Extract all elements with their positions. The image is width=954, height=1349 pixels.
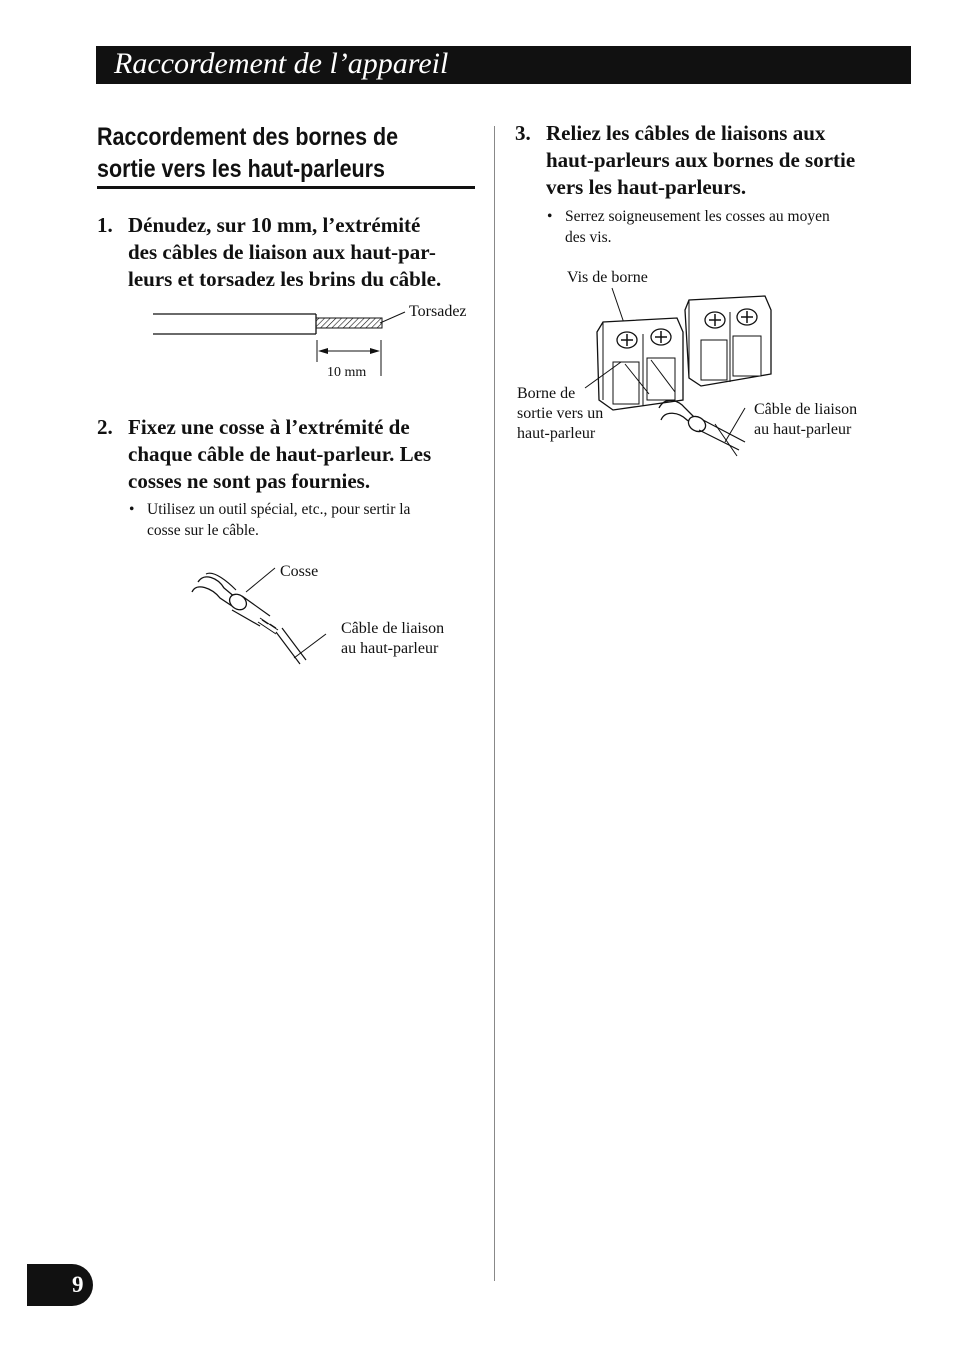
step-2-number: 2. [97,415,113,439]
cable-label-2-line-2: au haut-parleur [754,421,852,438]
page-header-title: Raccordement de l’appareil [114,47,449,80]
output-terminal-label [517,384,603,444]
step-3-bullet-line-1: Serrez soigneusement les cosses au moyen [565,208,830,225]
step-1-line-2: des câbles de liaison aux haut-par- [128,240,436,264]
cable-label-2-line-1: Câble de liaison [754,401,858,418]
step-3 [515,120,915,204]
page-number: 9 [72,1272,84,1297]
step-2-line-3: cosses ne sont pas fournies. [128,469,371,493]
bullet-symbol: • [547,208,553,225]
lug-label: Cosse [280,563,319,580]
step-3-number: 3. [515,121,531,145]
bullet-symbol: • [129,501,135,518]
step-2-bullet [129,499,489,543]
section-title-line-2: sortie vers les haut-parleurs [97,155,385,183]
twist-label: Torsadez [409,303,467,320]
step-1-number: 1. [97,213,113,237]
step-3-line-2: haut-parleurs aux bornes de sortie [546,148,856,172]
cable-label-2 [754,400,857,440]
step-1-text [128,212,441,293]
section-title [97,121,424,185]
cable-label-1-line-2: au haut-parleur [341,640,439,657]
strip-length-label: 10 mm [327,365,367,380]
step-3-bullet-line-2: des vis. [565,229,612,246]
output-terminal-label-line-3: haut-parleur [517,425,596,442]
column-divider [494,126,495,1281]
section-title-line-1: Raccordement des bornes de [97,123,399,151]
step-3-bullet [547,206,907,250]
terminal-screw-label: Vis de borne [567,269,648,286]
step-2 [97,414,487,498]
step-3-text [546,120,855,201]
section-title-underline [97,186,475,189]
cable-label-1-line-1: Câble de liaison [341,620,445,637]
step-2-line-2: chaque câble de haut-parleur. Les [128,442,432,466]
step-2-line-1: Fixez une cosse à l’extrémité de [128,415,410,439]
step-2-bullet-text [147,499,410,541]
step-3-line-1: Reliez les câbles de liaisons aux [546,121,826,145]
cable-label-1 [341,619,444,659]
output-terminal-label-line-1: Borne de [517,385,576,402]
output-terminal-label-line-2: sortie vers un [517,405,604,422]
step-1-line-1: Dénudez, sur 10 mm, l’extrémité [128,213,421,237]
step-2-bullet-line-2: cosse sur le câble. [147,522,259,539]
step-3-bullet-text [565,206,830,248]
step-3-line-3: vers les haut-parleurs. [546,175,747,199]
step-2-text [128,414,431,495]
step-1-line-3: leurs et torsadez les brins du câble. [128,267,442,291]
terminal-block-illustration [585,282,780,462]
step-1 [97,212,487,296]
step-2-bullet-line-1: Utilisez un outil spécial, etc., pour sertir la [147,501,411,518]
